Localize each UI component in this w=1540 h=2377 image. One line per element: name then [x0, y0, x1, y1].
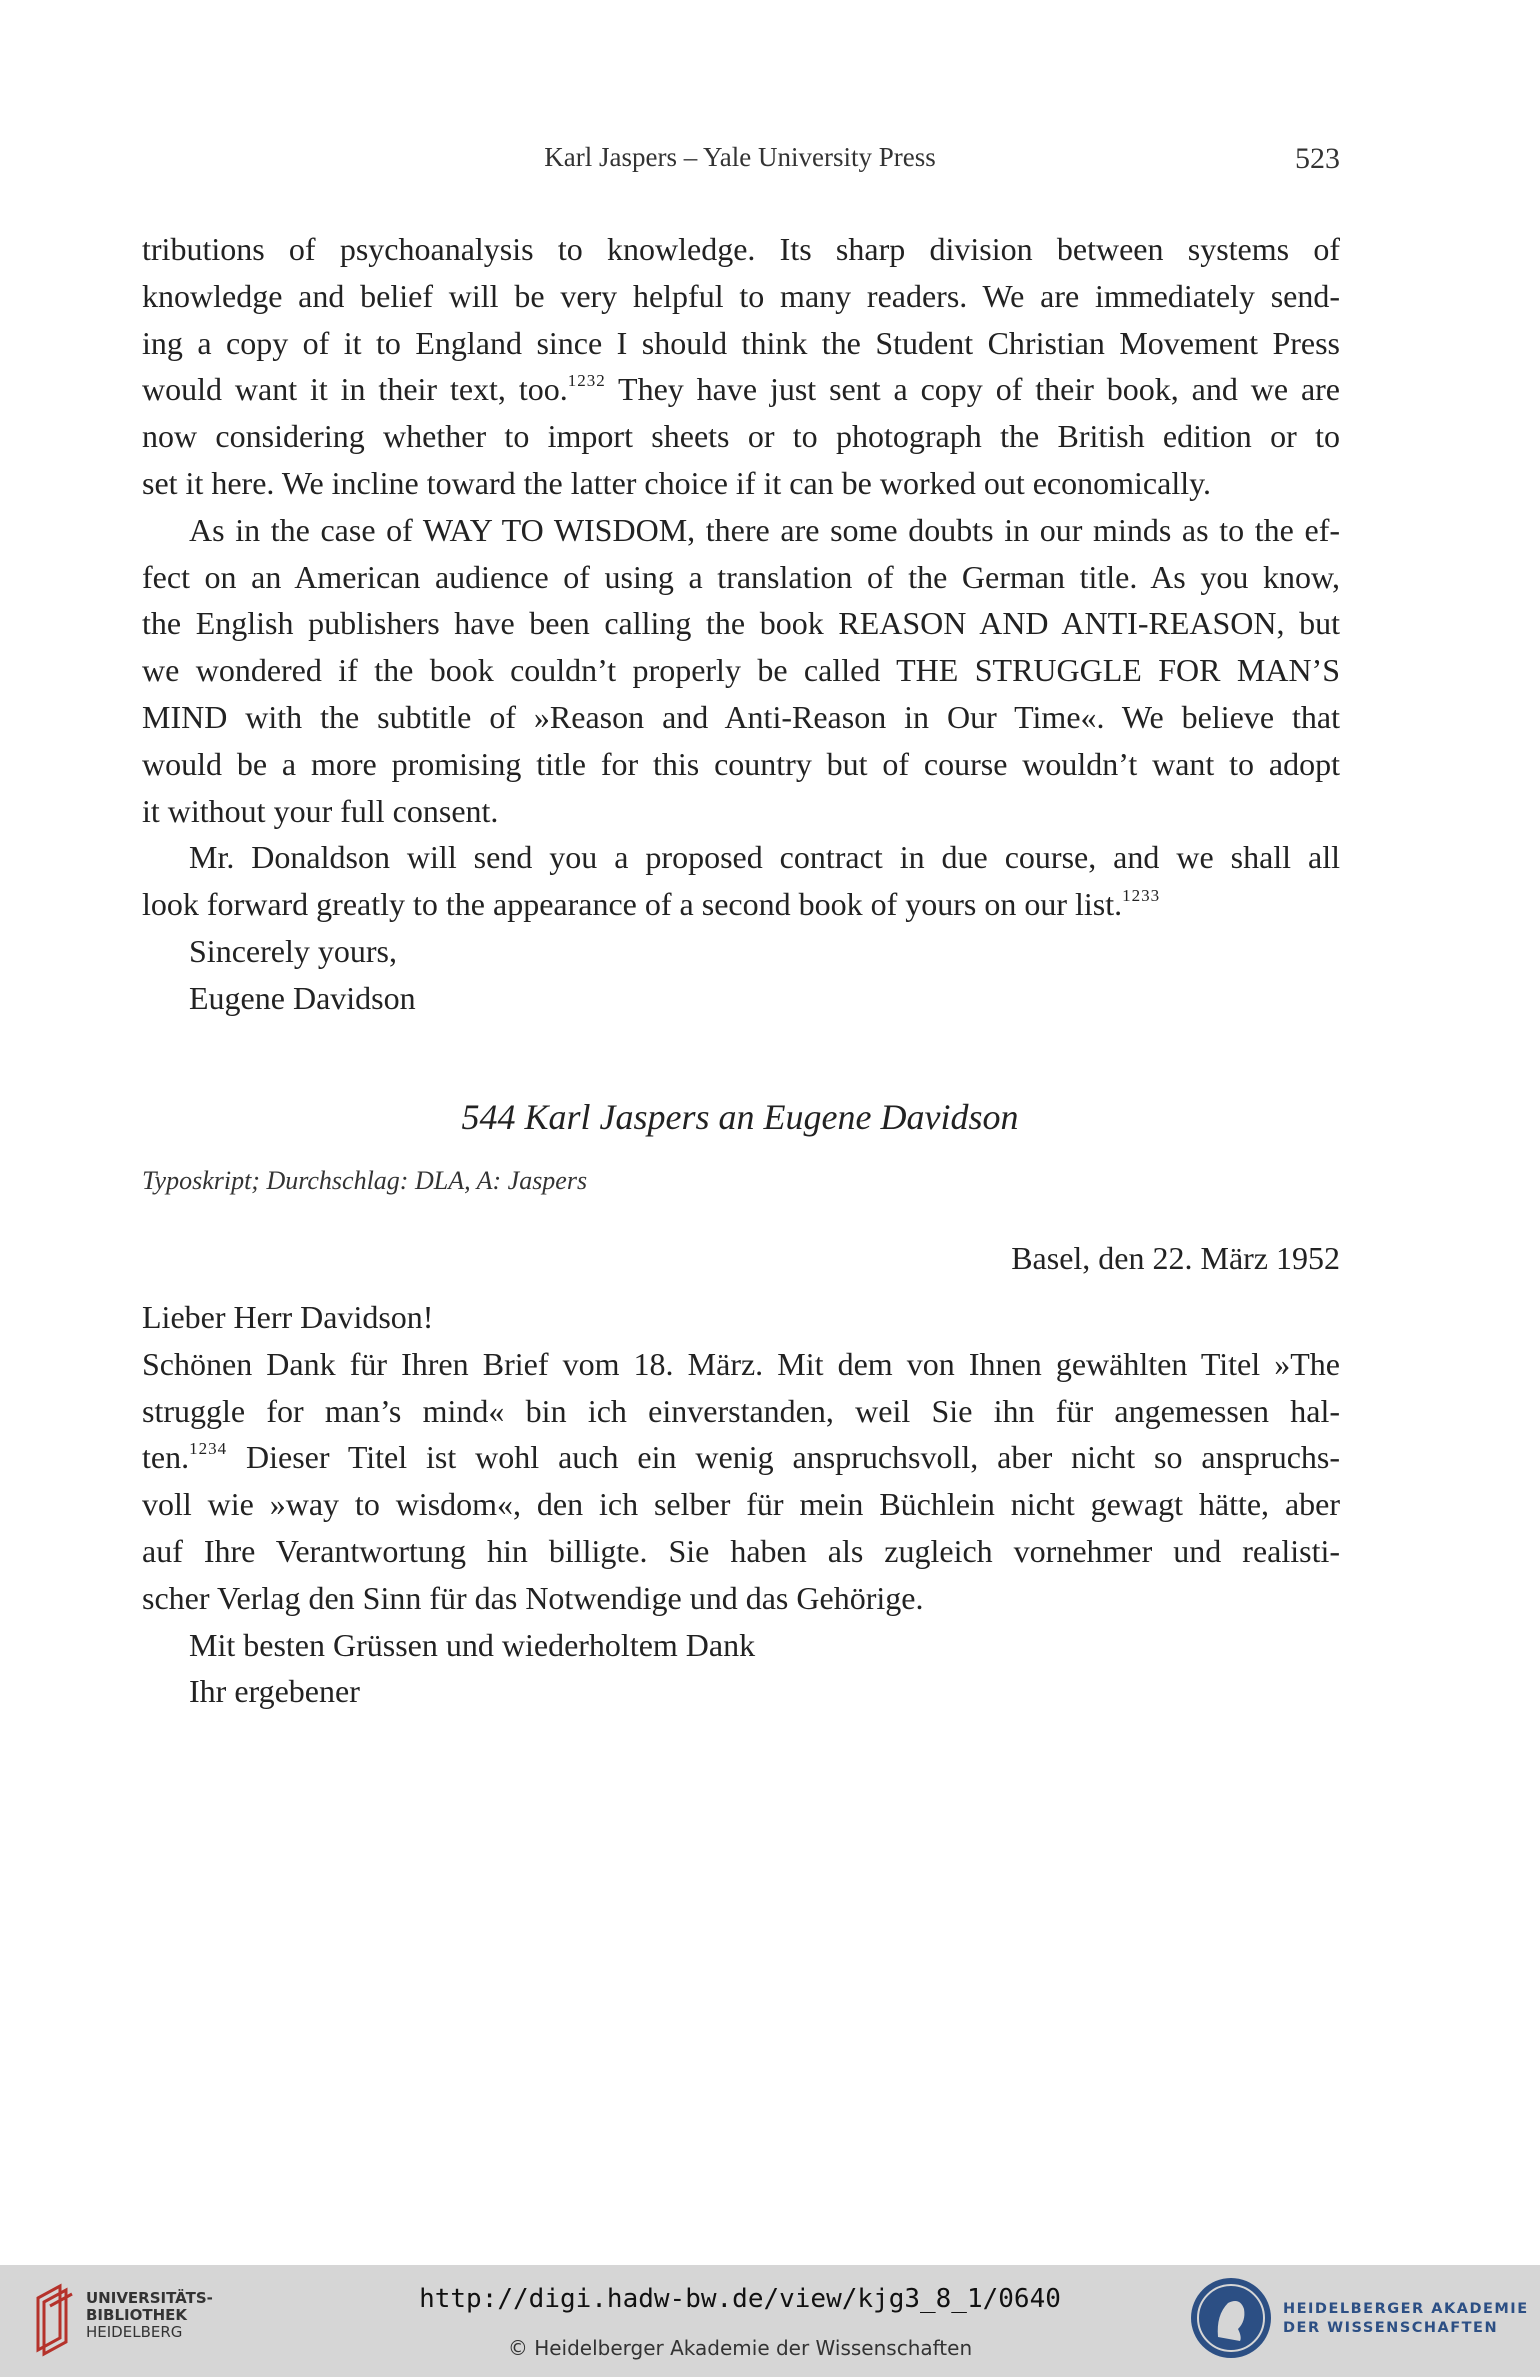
- line-text: Sincerely yours,: [189, 932, 397, 969]
- text-line: [142, 741, 1340, 788]
- text-line: [142, 834, 1340, 881]
- text-line: [142, 694, 1340, 741]
- text-line: [142, 366, 1340, 413]
- text-line: [142, 600, 1340, 647]
- line-text: Mr. Donaldson will send you a proposed contract in due course, and we shall all: [189, 839, 1340, 876]
- footnote-marker[interactable]: 1234: [189, 1439, 228, 1459]
- academy-name-line: DER WISSENSCHAFTEN: [1283, 2320, 1499, 2336]
- academy-seal-icon: [1188, 2275, 1274, 2361]
- library-name-line: UNIVERSITÄTS-: [86, 2289, 213, 2307]
- footnote-marker[interactable]: 1233: [1122, 886, 1161, 906]
- text-line: [142, 1434, 1340, 1481]
- page-number: 523: [1295, 142, 1340, 175]
- line-text: the English publishers have been calling the book REASON AND ANTI-REASON, but: [142, 605, 1340, 642]
- text-line: [142, 413, 1340, 460]
- line-text: would be a more promising title for this country but of course wouldn’t want to adopt: [142, 745, 1340, 782]
- text-line: [142, 881, 1340, 928]
- text-line: [142, 1341, 1340, 1388]
- line-text: Schönen Dank für Ihren Brief vom 18. März. Mit dem von Ihnen gewählten Titel »The: [142, 1345, 1340, 1382]
- line-text: They have just sent a copy of their book, and we are: [605, 371, 1340, 408]
- letter-date: Basel, den 22. März 1952: [1011, 1240, 1340, 1276]
- line-text: ing a copy of it to England since I should think the Student Christian Movement Press: [142, 324, 1340, 361]
- text-line: [142, 1294, 1340, 1341]
- text-line: [142, 273, 1340, 320]
- line-text: voll wie »way to wisdom«, den ich selber für mein Büchlein nicht gewagt hätte, aber: [142, 1486, 1340, 1523]
- line-text: MIND with the subtitle of »Reason and Anti-Reason in Our Time«. We believe that: [142, 698, 1340, 735]
- text-line: [142, 226, 1340, 273]
- line-text: tributions of psychoanalysis to knowledge. Its sharp division between systems of: [142, 231, 1340, 267]
- text-line: [142, 1481, 1340, 1528]
- text-line: [142, 1575, 1340, 1622]
- line-text: As in the case of WAY TO WISDOM, there are some doubts in our minds as to the ef-: [189, 511, 1340, 548]
- text-line: [142, 647, 1340, 694]
- running-title: Karl Jaspers – Yale University Press: [544, 142, 936, 172]
- text-line: [142, 1622, 1340, 1669]
- letter-body: [142, 1294, 1340, 1715]
- line-text: we wondered if the book couldn’t properly be called THE STRUGGLE FOR MAN’S: [142, 652, 1340, 689]
- line-text: knowledge and belief will be very helpful to many readers. We are immediately send-: [142, 277, 1340, 314]
- library-name-line: HEIDELBERG: [86, 2323, 183, 2341]
- line-text: set it here. We incline toward the latter choice if it can be worked out economically.: [142, 464, 1212, 501]
- text-line: [142, 1668, 1340, 1715]
- text-line: [142, 507, 1340, 554]
- line-text: auf Ihre Verantwortung hin billigte. Sie haben als zugleich vornehmer und realisti-: [142, 1532, 1340, 1569]
- letter-source-note: Typoskript; Durchschlag: DLA, A: Jaspers: [142, 1166, 588, 1195]
- line-text: struggle for man’s mind« bin ich einverstanden, weil Sie ihn für angemessen hal-: [142, 1392, 1340, 1429]
- academy-name-line: HEIDELBERGER AKADEMIE: [1283, 2301, 1529, 2317]
- footnote-marker[interactable]: 1232: [567, 371, 606, 391]
- permalink[interactable]: http://digi.hadw-bw.de/view/kjg3_8_1/0640: [419, 2284, 1061, 2314]
- line-text: Lieber Herr Davidson!: [142, 1299, 434, 1335]
- line-text: look forward greatly to the appearance of a second book of yours on our list.: [142, 886, 1123, 923]
- library-name-line: BIBLIOTHEK: [86, 2306, 187, 2324]
- copyright-notice: © Heidelberger Akademie der Wissenschaften: [507, 2336, 973, 2360]
- text-line: [142, 460, 1340, 507]
- text-line: [142, 1528, 1340, 1575]
- line-text: Mit besten Grüssen und wiederholtem Dank: [189, 1626, 756, 1663]
- text-line: [142, 554, 1340, 601]
- text-line: [142, 1388, 1340, 1435]
- letter-continuation: [142, 226, 1340, 1022]
- line-text: it without your full consent.: [142, 792, 499, 829]
- line-text: scher Verlag den Sinn für das Notwendige und das Gehörige.: [142, 1579, 924, 1616]
- line-text: Eugene Davidson: [189, 979, 416, 1016]
- text-line: [142, 928, 1340, 975]
- line-text: now considering whether to import sheets or to photograph the British edition or to: [142, 418, 1340, 455]
- text-line: [142, 320, 1340, 367]
- line-text: fect on an American audience of using a translation of the German title. As you know,: [142, 558, 1340, 595]
- text-line: [142, 788, 1340, 835]
- line-text: would want it in their text, too.: [142, 371, 568, 408]
- line-text: ten.: [142, 1439, 190, 1476]
- letter-heading: 544 Karl Jaspers an Eugene Davidson: [461, 1097, 1019, 1137]
- text-line: [142, 975, 1340, 1022]
- line-text: Dieser Titel ist wohl auch ein wenig anspruchsvoll, aber nicht so anspruchs-: [227, 1439, 1340, 1476]
- line-text: Ihr ergebener: [189, 1673, 360, 1710]
- academy-name: [1283, 2300, 1529, 2338]
